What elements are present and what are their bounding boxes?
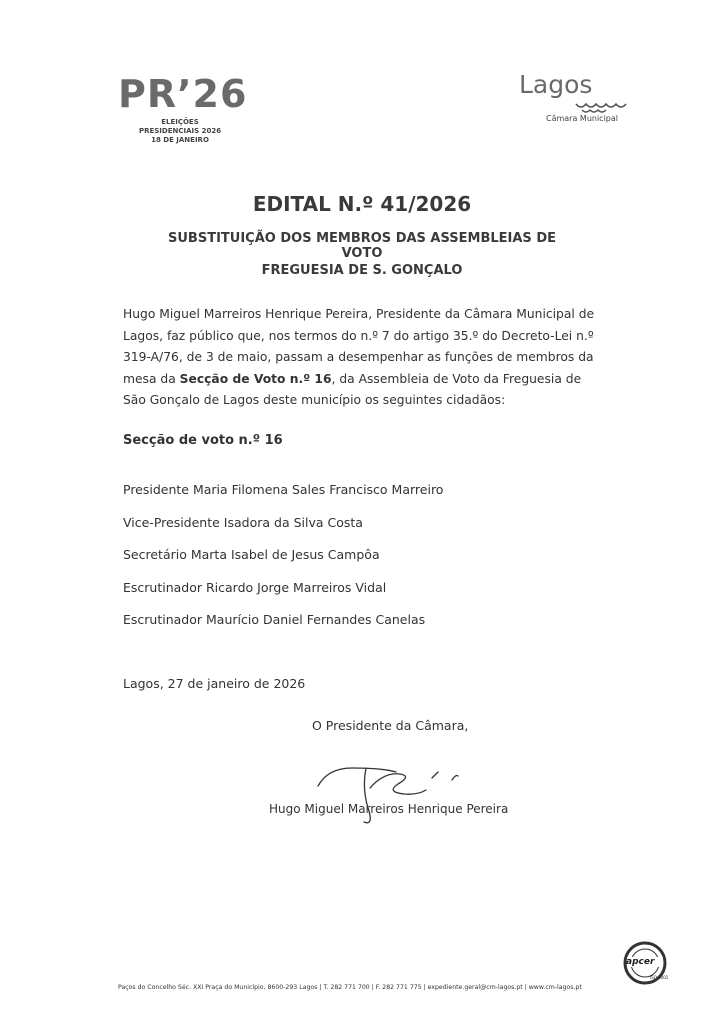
- apcer-certification-seal: [622, 940, 668, 986]
- apcer-seal-label: apcer: [626, 957, 655, 967]
- member-line: Vice-Presidente Isadora da Silva Costa: [123, 515, 363, 530]
- subtitle-line-1: SUBSTITUIÇÃO DOS MEMBROS DAS ASSEMBLEIAS DE: [168, 231, 556, 246]
- waves-icon: [574, 100, 630, 114]
- lagos-camara-logo: [516, 70, 636, 130]
- pr26-logo-line-2: PRESIDENCIAIS 2026: [138, 127, 222, 135]
- intro-bold-section: Secção de Voto n.º 16: [179, 371, 332, 386]
- place-date: Lagos, 27 de janeiro de 2026: [123, 676, 306, 691]
- intro-text-part-2: , da Assembleia de Voto da Freguesia de São Gonçalo de Lagos deste município os seguintes cidadãos:: [123, 371, 582, 407]
- pr26-logo-line-3: 18 DE JANEIRO: [151, 136, 209, 144]
- member-line: Secretário Marta Isabel de Jesus Campôa: [123, 547, 380, 562]
- member-line: Escrutinador Maurício Daniel Fernandes Canelas: [123, 612, 426, 627]
- footer-address: Paços do Concelho Séc. XXI Praça do Município, 8600-293 Lagos | T. 282 771 700 | F. 282 771 775 | expediente.geral@cm-lagos.pt | www.cm-lagos.pt: [118, 984, 582, 991]
- intro-text-part-1: Hugo Miguel Marreiros Henrique Pereira, Presidente da Câmara Municipal de Lagos, faz público que, nos termos do n.º 7 do artigo 35.º do Decreto-Lei n.º 319-A/76, de 3 de maio, passam a desempenhar as funções de membros da mesa da: [123, 307, 595, 386]
- section-heading: Secção de voto n.º 16: [123, 433, 283, 448]
- pr26-logo: [118, 72, 258, 144]
- lagos-logo-name: Lagos: [519, 70, 593, 99]
- edital-number-title: EDITAL N.º 41/2026: [252, 192, 472, 216]
- member-line: Escrutinador Ricardo Jorge Marreiros Vidal: [123, 580, 387, 595]
- pr26-logo-line-1: ELEIÇÕES: [161, 118, 199, 126]
- signatory-title: O Presidente da Câmara,: [312, 718, 469, 733]
- lagos-logo-subtitle: Câmara Municipal: [546, 114, 619, 123]
- member-line: Presidente Maria Filomena Sales Francisco Marreiro: [123, 482, 444, 497]
- subtitle-line-3: FREGUESIA DE S. GONÇALO: [261, 263, 463, 278]
- pr26-logo-title: PR’26: [118, 72, 248, 116]
- apcer-seal-standard: ISO 9001: [650, 975, 669, 980]
- subtitle-line-2: VOTO: [341, 246, 383, 261]
- intro-paragraph: [123, 304, 601, 412]
- signatory-name: Hugo Miguel Marreiros Henrique Pereira: [269, 802, 509, 816]
